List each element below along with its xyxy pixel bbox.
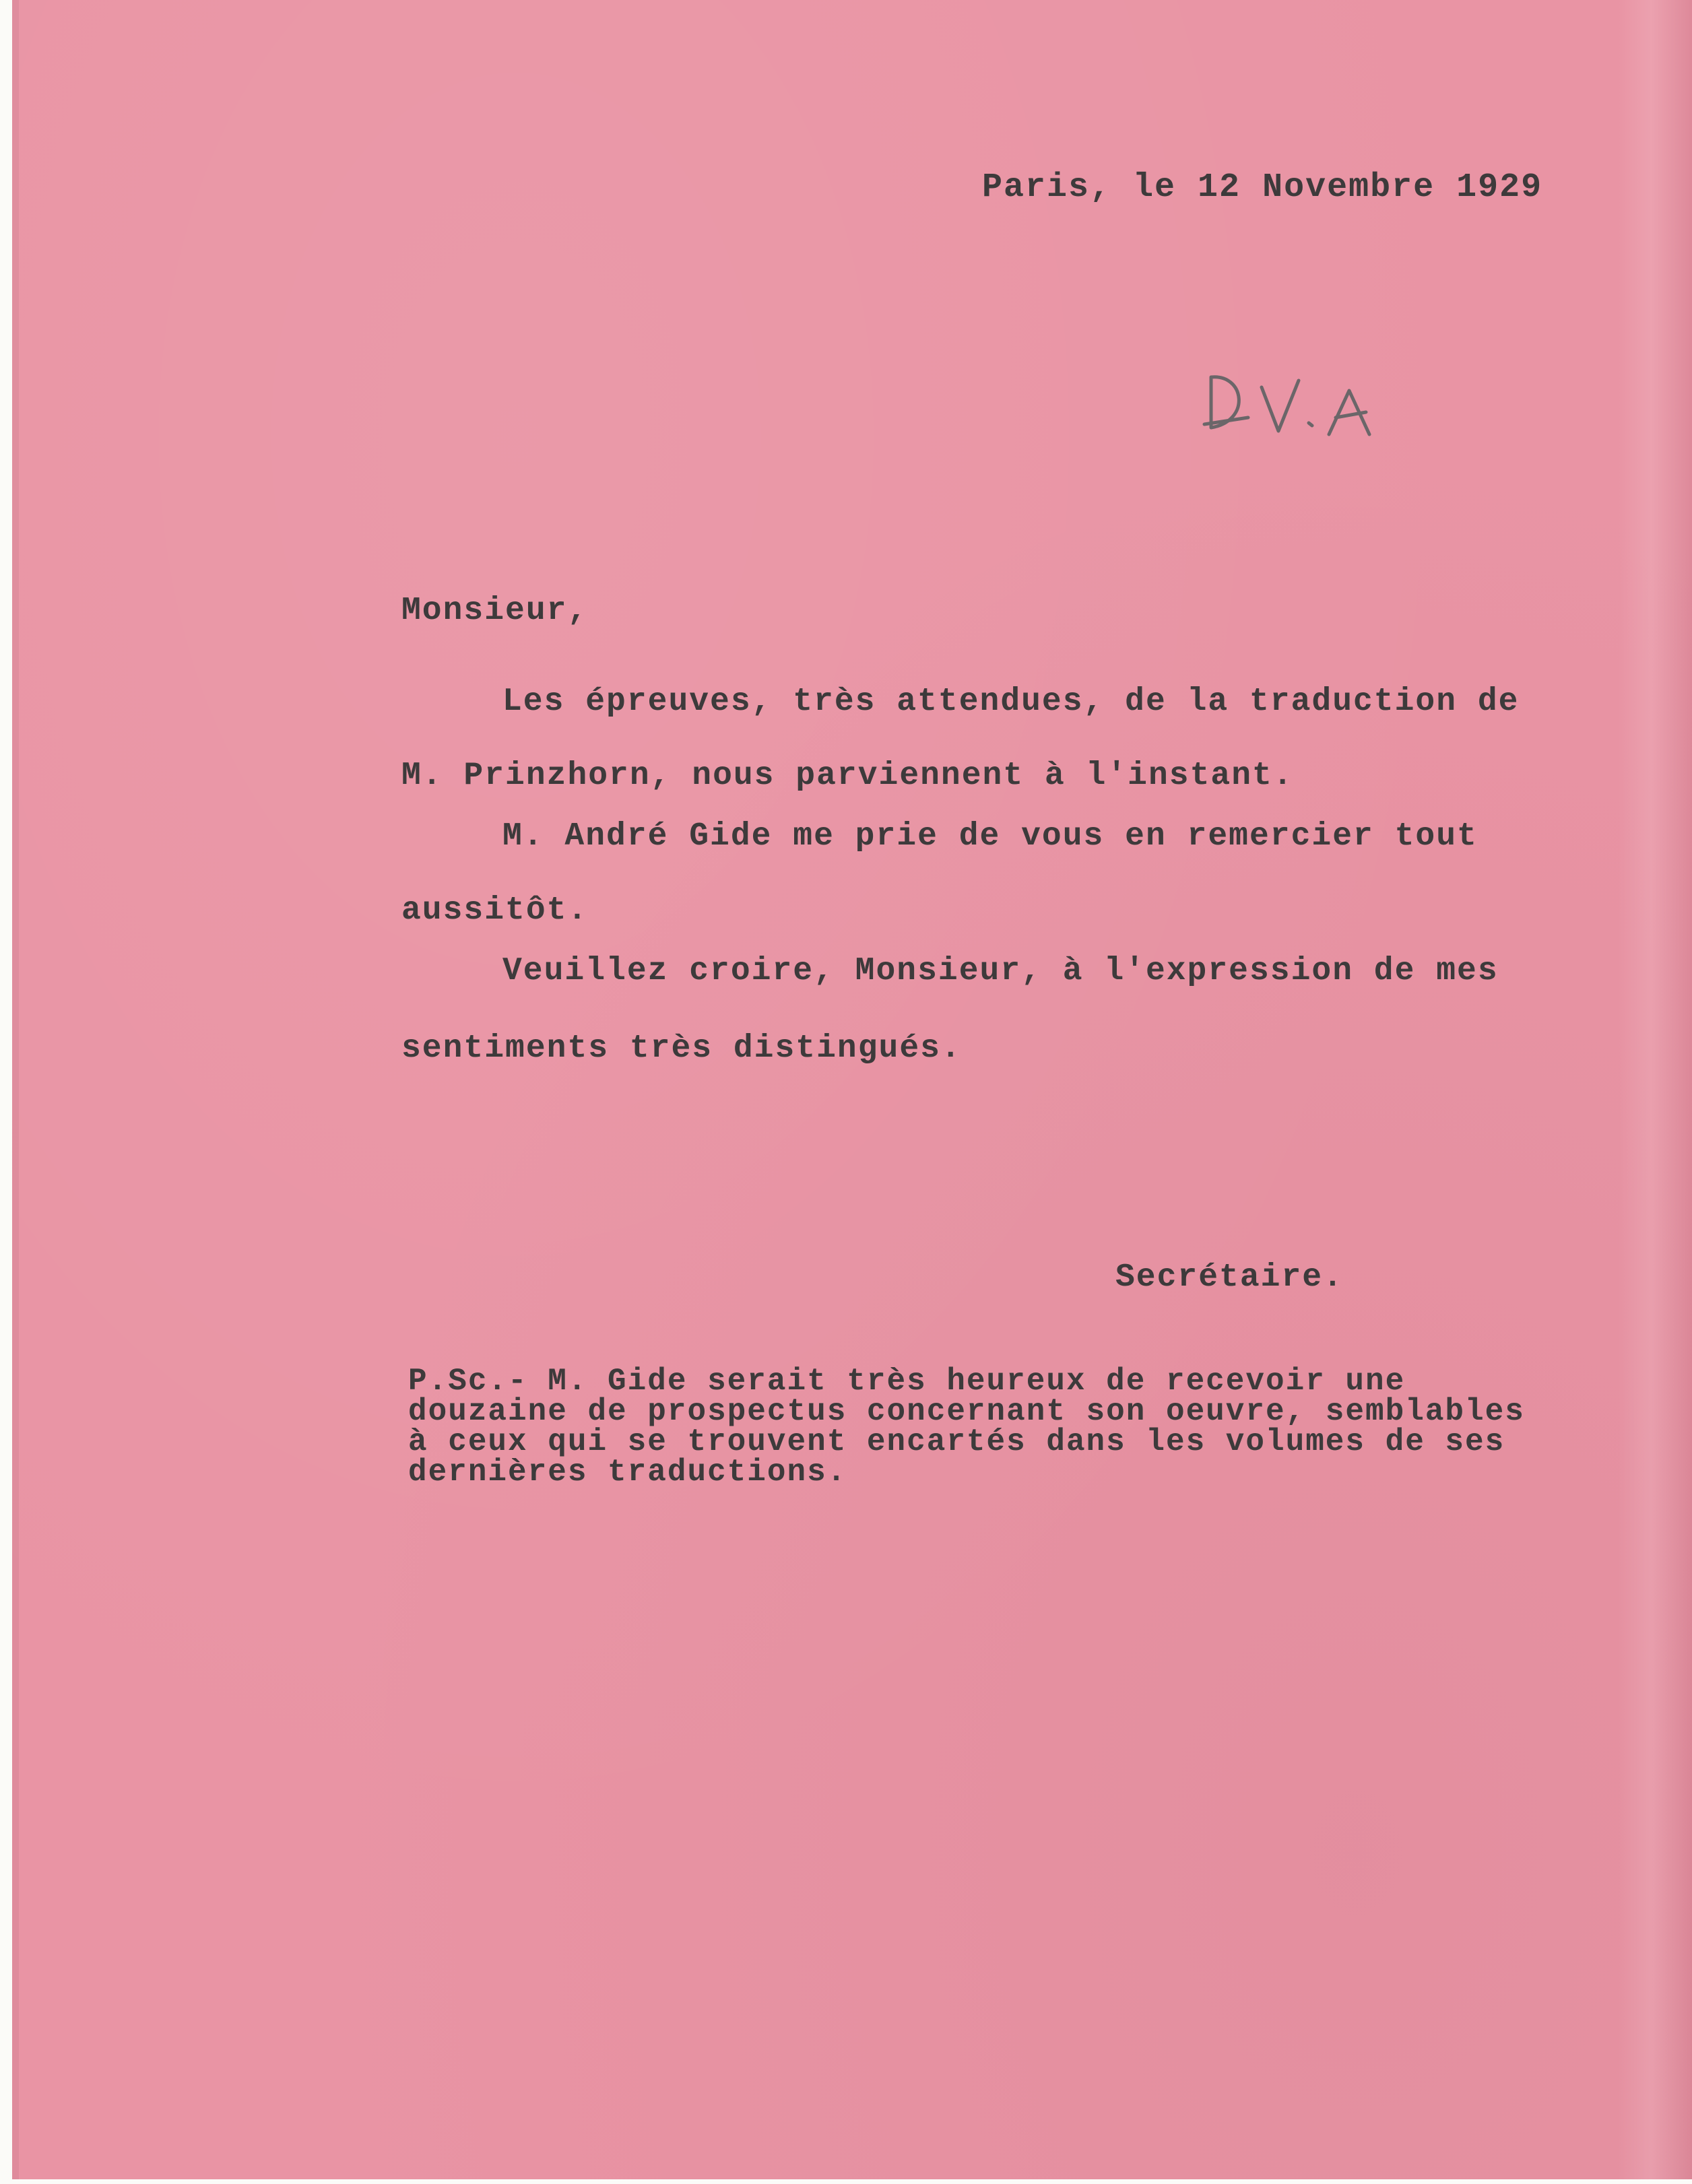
postscript-line-1: P.Sc.- M. Gide serait très heureux de recevoir une	[408, 1364, 1406, 1399]
paragraph-3-line-2: sentiments très distingués.	[401, 1030, 962, 1067]
pink-paper-sheet	[12, 0, 1692, 2179]
salutation: Monsieur,	[401, 593, 589, 629]
handwritten-annotation-dva	[1198, 364, 1400, 444]
paper-fold	[1618, 0, 1692, 2179]
paragraph-3-line-1: Veuillez croire, Monsieur, à l'expression de mes	[502, 953, 1499, 989]
paper-edge	[12, 0, 19, 2179]
signature-title: Secrétaire.	[1115, 1259, 1344, 1296]
paragraph-1-line-1: Les épreuves, très attendues, de la traduction de	[502, 684, 1520, 720]
letter-date: Paris, le 12 Novembre 1929	[982, 168, 1543, 207]
paragraph-1-line-2: M. Prinzhorn, nous parviennent à l'instant.	[401, 758, 1294, 794]
paragraph-2-line-1: M. André Gide me prie de vous en remercier tout	[502, 818, 1478, 855]
postscript-line-4: dernières traductions.	[408, 1455, 847, 1490]
postscript-line-3: à ceux qui se trouvent encartés dans les volumes de ses	[408, 1424, 1505, 1459]
paragraph-2-line-2: aussitôt.	[401, 892, 589, 929]
postscript-line-2: douzaine de prospectus concernant son oeuvre, semblables	[408, 1394, 1525, 1429]
